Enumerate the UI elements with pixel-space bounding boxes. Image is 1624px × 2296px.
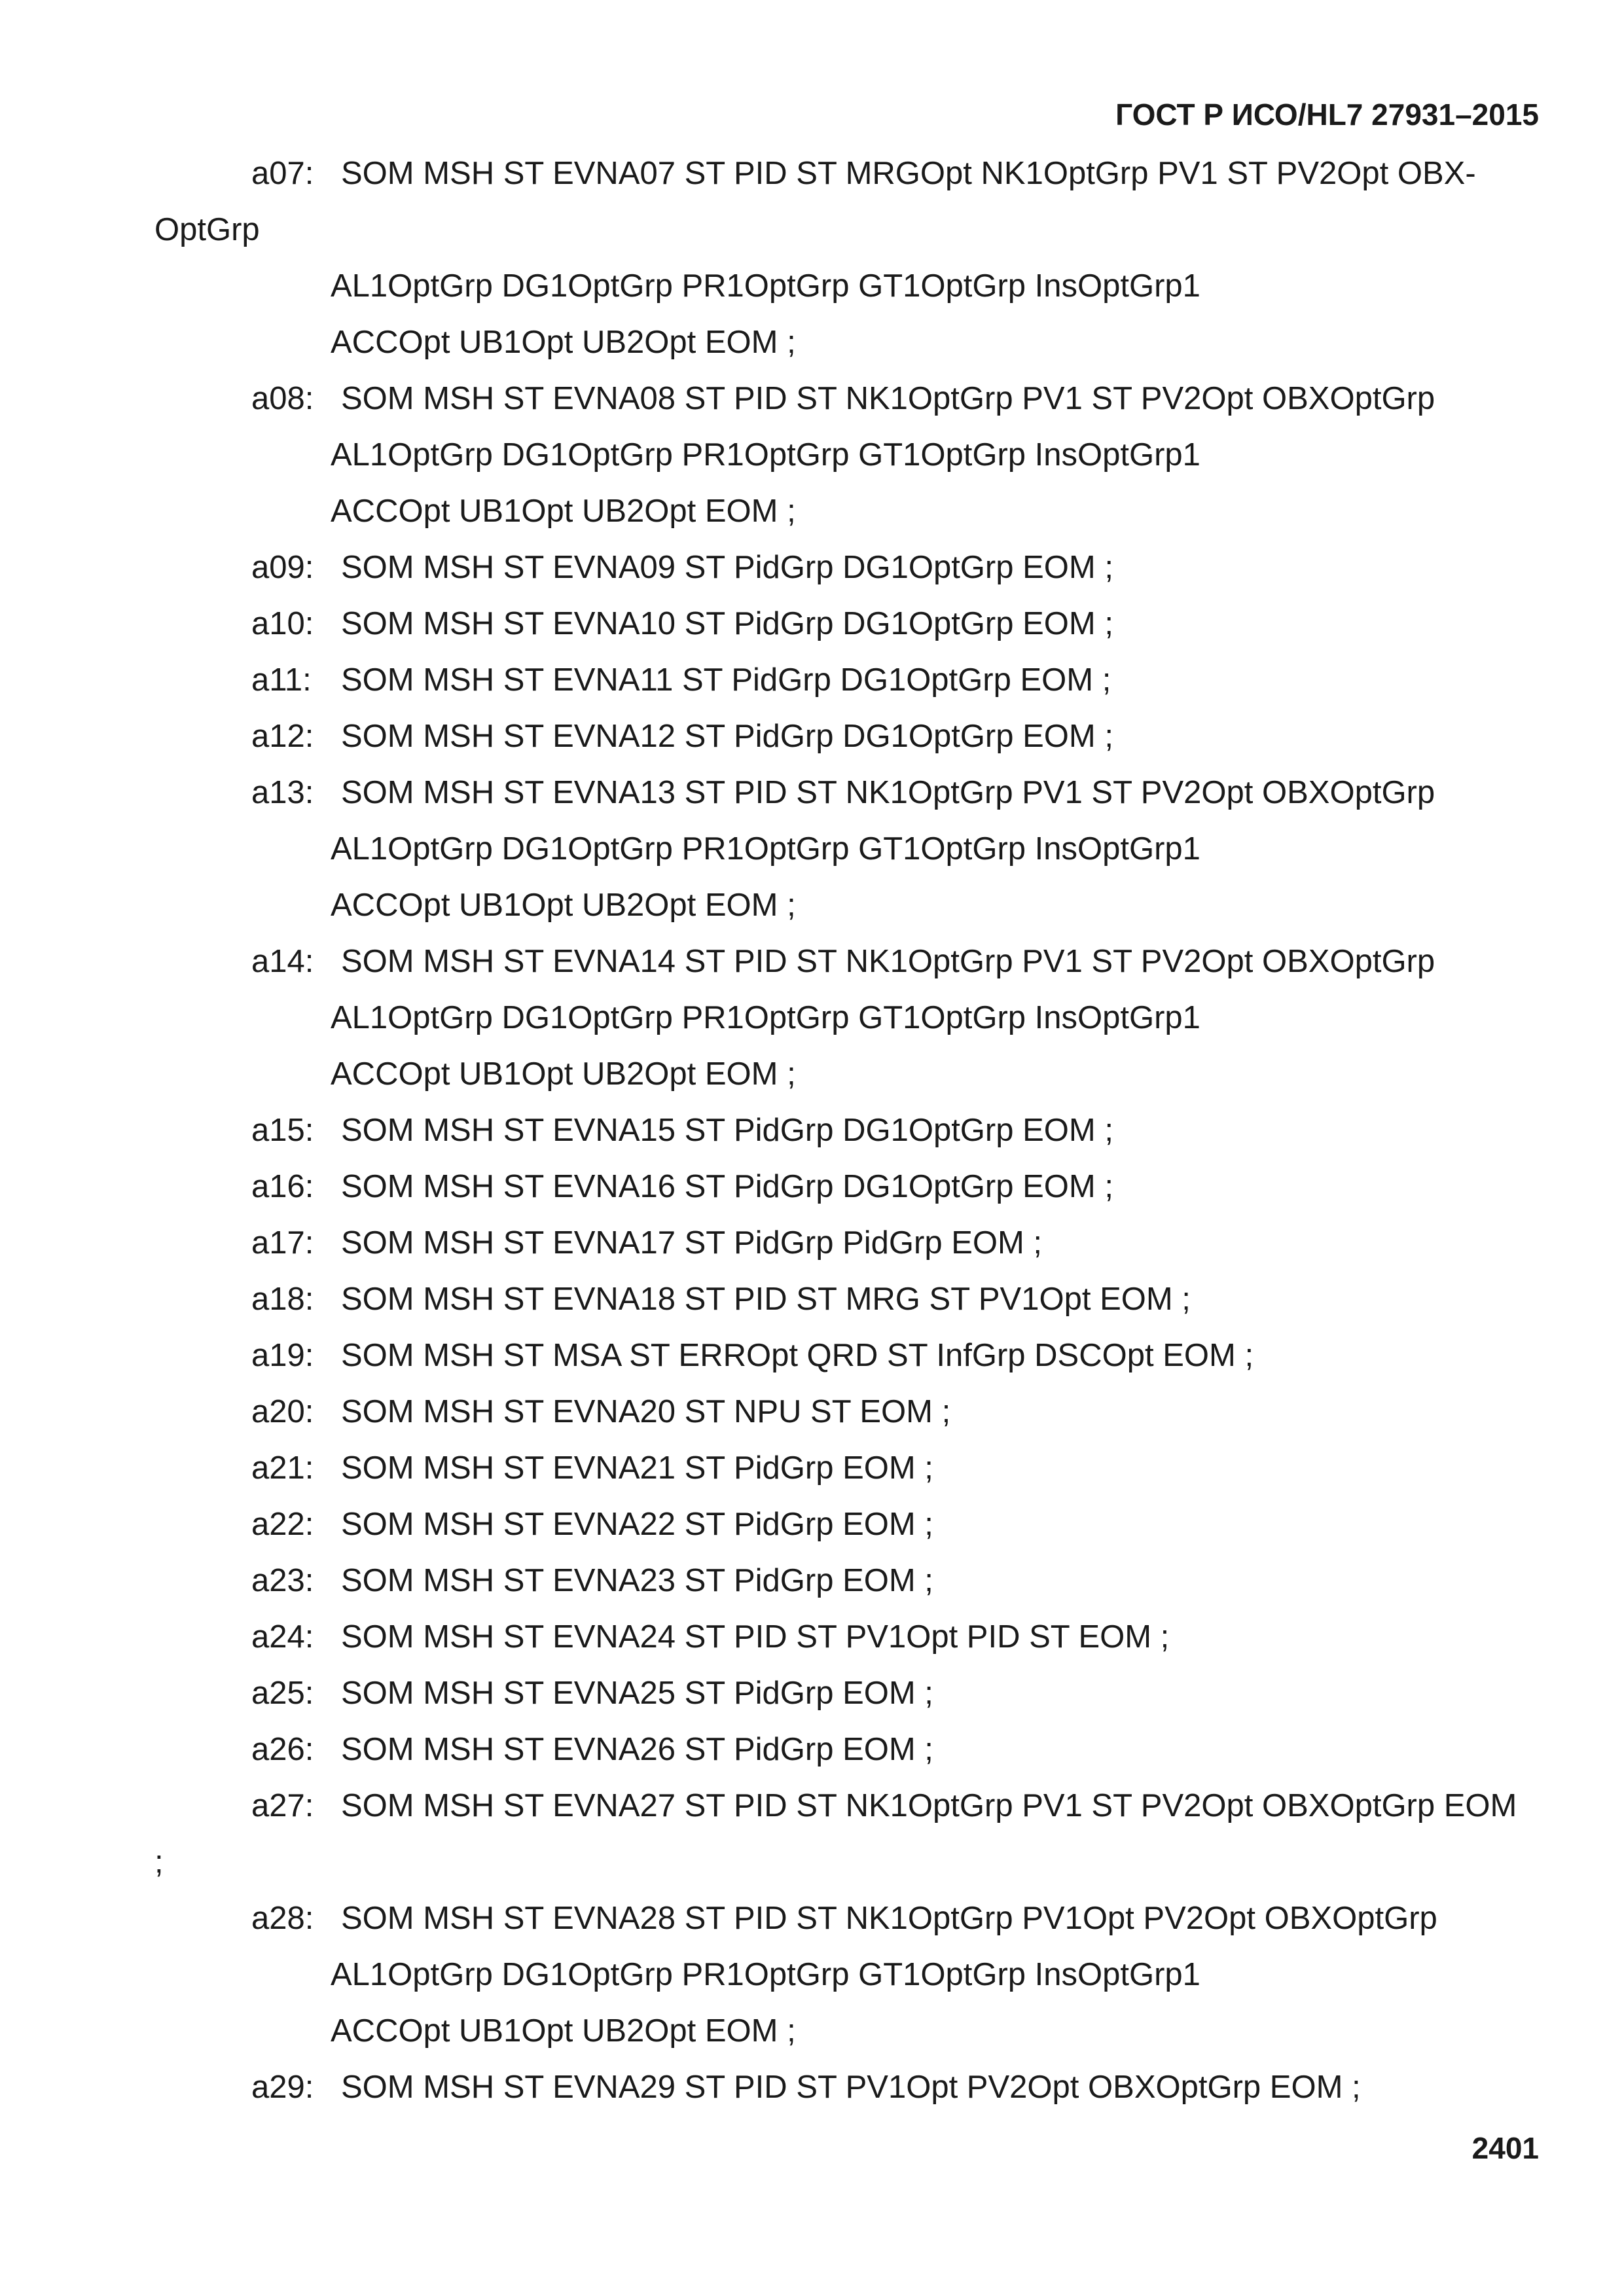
entry-first-line: [154, 1721, 1539, 1778]
standard-header: ГОСТ Р ИСО/HL7 27931–2015: [1115, 98, 1539, 132]
entry-continuation-line: AL1OptGrp DG1OptGrp PR1OptGrp GT1OptGrp InsOptGrp1: [331, 268, 1200, 304]
entry-label: a16:: [251, 1169, 314, 1204]
list-item: [154, 1271, 1539, 1327]
entry-continuation-line: AL1OptGrp DG1OptGrp PR1OptGrp GT1OptGrp InsOptGrp1: [331, 831, 1200, 867]
entry-text: SOM MSH ST EVNA07 ST PID ST MRGOpt NK1OptGrp PV1 ST PV2Opt OBX-: [341, 156, 1476, 191]
list-item: [154, 145, 1539, 370]
entry-first-line: [154, 1327, 1539, 1384]
list-item: [154, 1440, 1539, 1496]
list-item: [154, 1496, 1539, 1552]
entry-continuation-line: ACCOpt UB1Opt UB2Opt EOM ;: [331, 2013, 796, 2049]
entry-first-line: [154, 596, 1539, 652]
entry-text: SOM MSH ST EVNA21 ST PidGrp EOM ;: [341, 1450, 933, 1486]
entry-label: a20:: [251, 1394, 314, 1429]
entry-text: SOM MSH ST EVNA12 ST PidGrp DG1OptGrp EOM ;: [341, 719, 1113, 754]
list-item: [154, 708, 1539, 764]
entry-text: SOM MSH ST EVNA20 ST NPU ST EOM ;: [341, 1394, 951, 1429]
list-item: [154, 1721, 1539, 1778]
entry-label: a17:: [251, 1225, 314, 1261]
list-item: [154, 1890, 1539, 2059]
entry-label: a19:: [251, 1338, 314, 1373]
list-item: [154, 1327, 1539, 1384]
entry-text: SOM MSH ST EVNA08 ST PID ST NK1OptGrp PV1 ST PV2Opt OBXOptGrp: [341, 381, 1435, 416]
list-item: [154, 1609, 1539, 1665]
entry-continuation-line: ACCOpt UB1Opt UB2Opt EOM ;: [331, 1056, 796, 1092]
list-item: [154, 1665, 1539, 1721]
entry-first-line: [154, 933, 1539, 990]
entry-label: a15:: [251, 1113, 314, 1148]
entry-text: SOM MSH ST EVNA14 ST PID ST NK1OptGrp PV1 ST PV2Opt OBXOptGrp: [341, 944, 1435, 979]
entry-first-line: [154, 764, 1539, 821]
entry-continuation-line: ACCOpt UB1Opt UB2Opt EOM ;: [331, 888, 796, 923]
entry-label: a26:: [251, 1732, 314, 1767]
entry-label: a24:: [251, 1619, 314, 1655]
entry-first-line: [154, 1271, 1539, 1327]
entry-label: a14:: [251, 944, 314, 979]
list-item: [154, 370, 1539, 539]
entry-text: SOM MSH ST EVNA10 ST PidGrp DG1OptGrp EOM ;: [341, 606, 1113, 641]
entry-text: SOM MSH ST EVNA28 ST PID ST NK1OptGrp PV1Opt PV2Opt OBXOptGrp: [341, 1901, 1437, 1936]
entry-text: SOM MSH ST EVNA17 ST PidGrp PidGrp EOM ;: [341, 1225, 1043, 1261]
list-item: [154, 764, 1539, 933]
entry-label: a22:: [251, 1507, 314, 1542]
list-item: [154, 1552, 1539, 1609]
entry-continuation-line: ACCOpt UB1Opt UB2Opt EOM ;: [331, 325, 796, 360]
entry-label: a28:: [251, 1901, 314, 1936]
entry-first-line: [154, 539, 1539, 596]
entry-continuation-line: AL1OptGrp DG1OptGrp PR1OptGrp GT1OptGrp InsOptGrp1: [331, 437, 1200, 473]
entry-label: a18:: [251, 1282, 314, 1317]
entry-first-line: [154, 708, 1539, 764]
entry-first-line: [154, 1665, 1539, 1721]
list-item: [154, 1384, 1539, 1440]
list-item: [154, 2059, 1539, 2115]
entry-first-line: [154, 1609, 1539, 1665]
entry-text: SOM MSH ST EVNA23 ST PidGrp EOM ;: [341, 1563, 933, 1598]
entry-text: SOM MSH ST EVNA24 ST PID ST PV1Opt PID ST EOM ;: [341, 1619, 1170, 1655]
entry-wrapped-line: OptGrp: [154, 212, 260, 247]
entry-first-line: [154, 1440, 1539, 1496]
entry-first-line: [154, 1384, 1539, 1440]
entry-text: SOM MSH ST EVNA11 ST PidGrp DG1OptGrp EOM ;: [341, 662, 1111, 698]
entry-text: SOM MSH ST EVNA09 ST PidGrp DG1OptGrp EOM ;: [341, 550, 1113, 585]
entry-text: SOM MSH ST MSA ST ERROpt QRD ST InfGrp DSCOpt EOM ;: [341, 1338, 1254, 1373]
entry-label: a23:: [251, 1563, 314, 1598]
list-item: [154, 539, 1539, 596]
list-item: [154, 1778, 1539, 1890]
entry-continuation-line: AL1OptGrp DG1OptGrp PR1OptGrp GT1OptGrp InsOptGrp1: [331, 1957, 1200, 1992]
list-item: [154, 596, 1539, 652]
entry-label: a11:: [251, 662, 312, 698]
entry-text: SOM MSH ST EVNA15 ST PidGrp DG1OptGrp EOM ;: [341, 1113, 1113, 1148]
entry-label: a09:: [251, 550, 314, 585]
entry-label: a07:: [251, 156, 314, 191]
entry-first-line: [154, 1890, 1539, 1946]
entry-continuation-line: ACCOpt UB1Opt UB2Opt EOM ;: [331, 493, 796, 529]
entry-first-line: [154, 1496, 1539, 1552]
entry-first-line: [154, 1158, 1539, 1215]
entry-first-line: [154, 145, 1539, 202]
entry-text: SOM MSH ST EVNA25 ST PidGrp EOM ;: [341, 1676, 933, 1711]
entry-first-line: [154, 1215, 1539, 1271]
list-item: [154, 1158, 1539, 1215]
entry-label: a12:: [251, 719, 314, 754]
entry-wrapped-line: ;: [154, 1844, 164, 1880]
entry-text: SOM MSH ST EVNA16 ST PidGrp DG1OptGrp EOM ;: [341, 1169, 1113, 1204]
message-structure-list: [154, 145, 1539, 2115]
entry-label: a10:: [251, 606, 314, 641]
entry-text: SOM MSH ST EVNA18 ST PID ST MRG ST PV1Opt EOM ;: [341, 1282, 1191, 1317]
entry-first-line: [154, 1778, 1539, 1834]
entry-first-line: [154, 1552, 1539, 1609]
entry-continuation-line: AL1OptGrp DG1OptGrp PR1OptGrp GT1OptGrp InsOptGrp1: [331, 1000, 1200, 1035]
entry-label: a21:: [251, 1450, 314, 1486]
list-item: [154, 1102, 1539, 1158]
entry-label: a25:: [251, 1676, 314, 1711]
list-item: [154, 652, 1539, 708]
entry-first-line: [154, 2059, 1539, 2115]
entry-label: a08:: [251, 381, 314, 416]
page-number: 2401: [1471, 2131, 1539, 2165]
entry-first-line: [154, 1102, 1539, 1158]
entry-first-line: [154, 652, 1539, 708]
list-item: [154, 933, 1539, 1102]
entry-label: a29:: [251, 2070, 314, 2105]
entry-text: SOM MSH ST EVNA22 ST PidGrp EOM ;: [341, 1507, 933, 1542]
entry-first-line: [154, 370, 1539, 427]
entry-text: SOM MSH ST EVNA27 ST PID ST NK1OptGrp PV1 ST PV2Opt OBXOptGrp EOM: [341, 1788, 1517, 1823]
entry-text: SOM MSH ST EVNA26 ST PidGrp EOM ;: [341, 1732, 933, 1767]
list-item: [154, 1215, 1539, 1271]
entry-label: a27:: [251, 1788, 314, 1823]
entry-text: SOM MSH ST EVNA29 ST PID ST PV1Opt PV2Opt OBXOptGrp EOM ;: [341, 2070, 1361, 2105]
entry-label: a13:: [251, 775, 314, 810]
entry-text: SOM MSH ST EVNA13 ST PID ST NK1OptGrp PV1 ST PV2Opt OBXOptGrp: [341, 775, 1435, 810]
